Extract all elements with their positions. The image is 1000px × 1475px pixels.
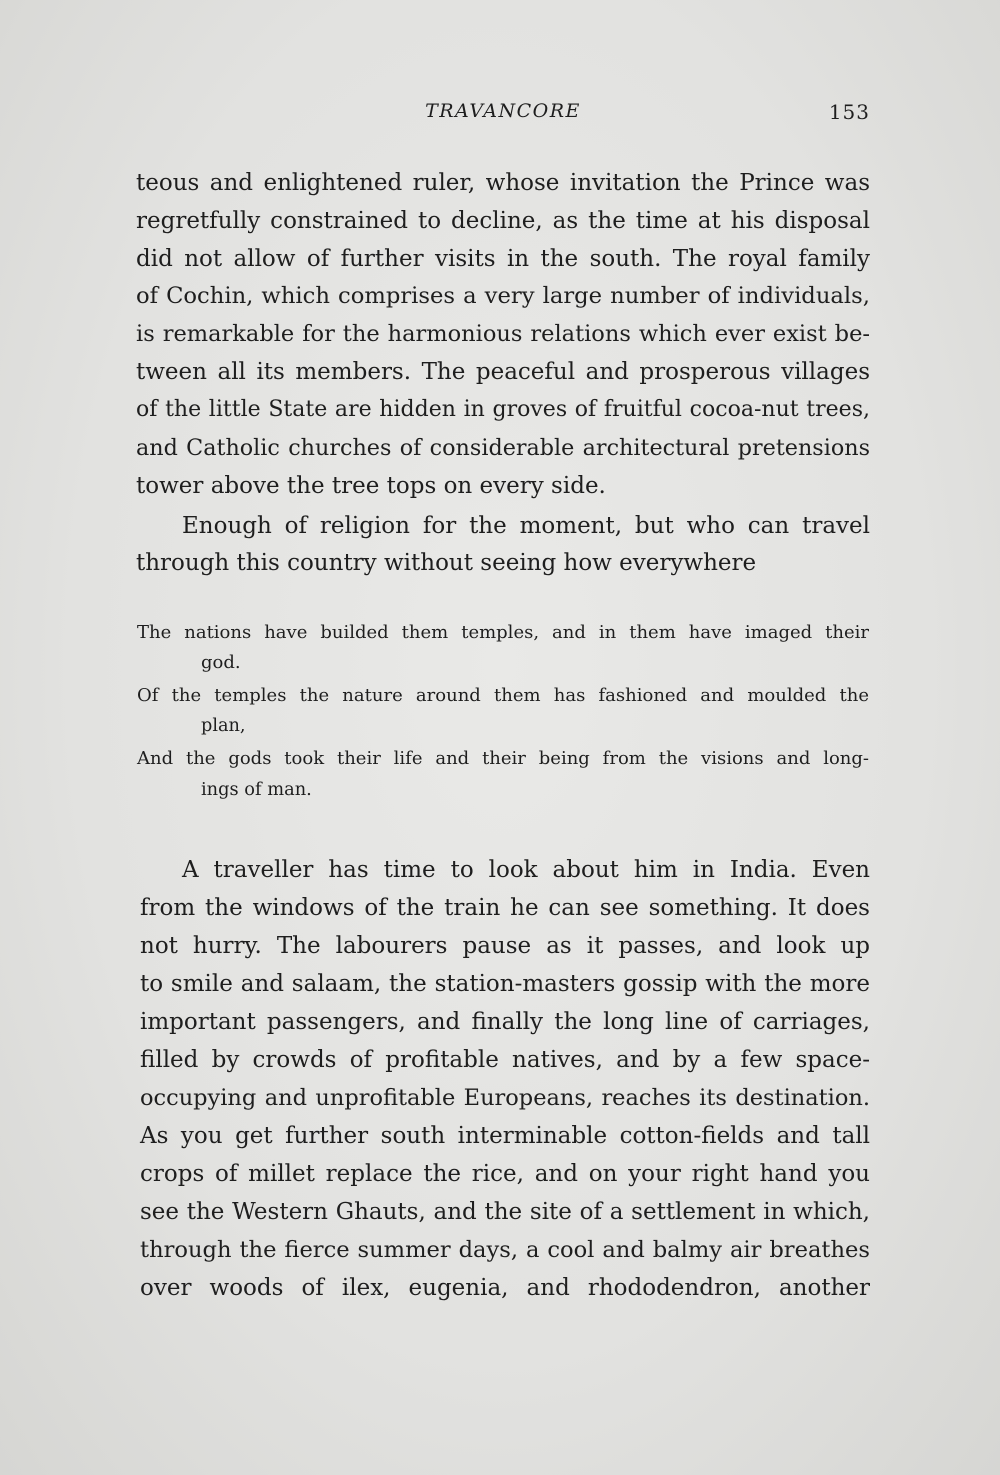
text-line: teous and enlightened ruler, whose invitation the Prince was (136, 170, 870, 196)
verse-line: plan, (201, 716, 246, 736)
text-line: occupying and unprofitable Europeans, reaches its destination. (140, 1085, 870, 1111)
text-line: of the little State are hidden in groves of fruitful cocoa-nut trees, (136, 397, 870, 422)
text-line: see the Western Ghauts, and the site of a settlement in which, (140, 1199, 870, 1225)
text-line: filled by crowds of profitable natives, and by a few space- (140, 1047, 870, 1073)
verse-line: And the gods took their life and their being from the visions and long- (137, 748, 869, 769)
verse-line: god. (201, 652, 241, 673)
text-line: through the fierce summer days, a cool and balmy air breathes (140, 1237, 870, 1263)
text-line: crops of millet replace the rice, and on your right hand you (140, 1161, 870, 1187)
verse-line: Of the temples the nature around them has fashioned and moulded the (137, 685, 869, 706)
page-number: 153 (828, 100, 870, 124)
running-head (136, 100, 870, 130)
text-line: regretfully constrained to decline, as the time at his disposal (136, 208, 870, 234)
verse-line: The nations have builded them temples, and in them have imaged their (137, 622, 869, 643)
text-line: A traveller has time to look about him in India. Even (182, 857, 870, 883)
text-line: is remarkable for the harmonious relations which ever exist be- (136, 321, 870, 347)
text-line: important passengers, and finally the long line of carriages, (140, 1009, 870, 1035)
text-line: Enough of religion for the moment, but who can travel (182, 513, 870, 539)
text-line: tween all its members. The peaceful and prosperous villages (136, 359, 870, 385)
text-line: did not allow of further visits in the south. The royal family (136, 246, 870, 272)
running-title: TRAVANCORE (425, 100, 581, 122)
text-line: to smile and salaam, the station-masters gossip with the more (140, 971, 870, 997)
verse-line: ings of man. (201, 779, 312, 800)
text-line: tower above the tree tops on every side. (136, 473, 606, 499)
text-line: through this country without seeing how everywhere (136, 550, 757, 576)
text-line: As you get further south interminable cotton-fields and tall (140, 1123, 870, 1149)
text-line: of Cochin, which comprises a very large number of individuals, (136, 283, 870, 309)
text-line: over woods of ilex, eugenia, and rhododendron, another (140, 1275, 870, 1301)
text-line: not hurry. The labourers pause as it passes, and look up (140, 933, 870, 959)
text-line: from the windows of the train he can see something. It does (140, 895, 870, 921)
text-line: and Catholic churches of considerable architectural pretensions (136, 435, 870, 461)
